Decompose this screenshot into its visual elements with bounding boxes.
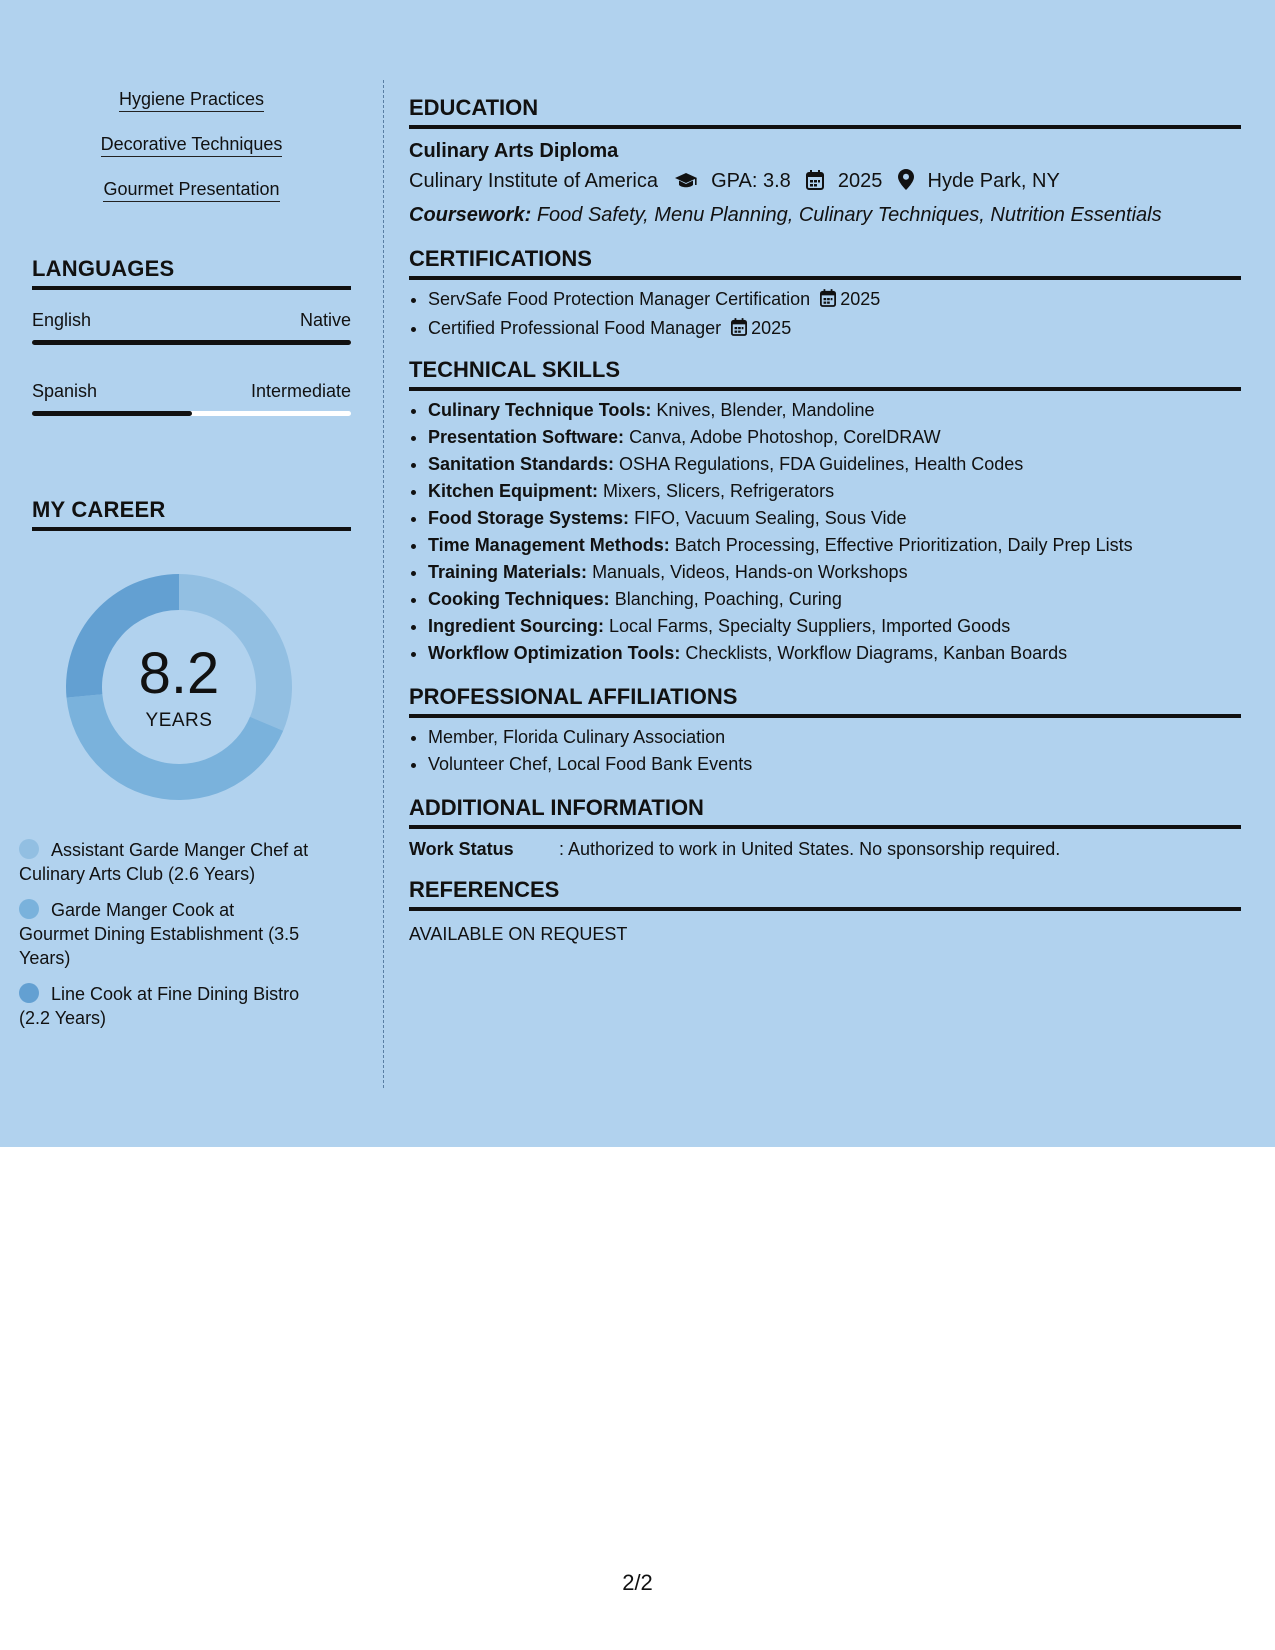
legend-dot-icon — [19, 899, 39, 919]
legend-dot-icon — [19, 983, 39, 1003]
career-total-unit: YEARS — [145, 710, 213, 731]
skill-item: Decorative Techniques — [101, 133, 283, 157]
technical-skill-item — [428, 532, 1241, 559]
skill-label: Culinary Technique Tools: — [428, 400, 652, 420]
certifications-section — [409, 246, 1241, 344]
certifications-list — [409, 286, 1241, 344]
language-name: Spanish — [32, 381, 98, 401]
page-number: 2/2 — [622, 1570, 653, 1595]
skill-label: Ingredient Sourcing: — [428, 616, 605, 636]
skill-value: Manuals, Videos, Hands-on Workshops — [592, 562, 908, 582]
language-bar — [32, 340, 351, 345]
work-status-row — [409, 837, 1241, 861]
certification-name: Certified Professional Food Manager — [428, 318, 722, 338]
career-donut-chart — [66, 574, 292, 800]
calendar-icon — [806, 170, 824, 196]
education-school: Culinary Institute of America — [409, 170, 658, 192]
technical-skill-item — [428, 451, 1241, 478]
language-name: English — [32, 310, 92, 330]
language-item — [32, 381, 351, 416]
skill-label: Food Storage Systems: — [428, 508, 630, 528]
language-bar — [32, 411, 351, 416]
education-location: Hyde Park, NY — [927, 170, 1060, 192]
affiliations-list — [409, 724, 1241, 778]
technical-skill-item — [428, 559, 1241, 586]
career-section — [32, 497, 351, 531]
skill-label: Cooking Techniques: — [428, 589, 610, 609]
additional-info-heading: ADDITIONAL INFORMATION — [409, 795, 1241, 829]
legend-dot-icon — [19, 839, 39, 859]
donut-center — [66, 574, 292, 800]
technical-skill-item — [428, 397, 1241, 424]
skill-value: Batch Processing, Effective Prioritization, Daily Prep Lists — [674, 535, 1133, 555]
technical-skill-item — [428, 505, 1241, 532]
references-text: AVAILABLE ON REQUEST — [409, 924, 628, 944]
certification-item — [428, 286, 1241, 315]
technical-skills-section — [409, 357, 1241, 667]
technical-skill-item — [428, 478, 1241, 505]
skill-value: Mixers, Slicers, Refrigerators — [603, 481, 835, 501]
career-legend — [19, 838, 309, 1042]
technical-skill-item — [428, 613, 1241, 640]
technical-skills-list — [409, 397, 1241, 667]
career-legend-item — [19, 898, 309, 970]
skill-value: Canva, Adobe Photoshop, CorelDRAW — [629, 427, 941, 447]
education-gpa: GPA: 3.8 — [711, 170, 791, 192]
language-bar-fill — [32, 340, 351, 345]
career-role-text: Line Cook at Fine Dining Bistro (2.2 Years) — [19, 984, 300, 1028]
language-level: Intermediate — [250, 381, 351, 401]
certification-year: 2025 — [840, 289, 881, 309]
affiliation-item: • Volunteer Chef, Local Food Bank Events — [428, 751, 1241, 778]
skill-label: Time Management Methods: — [428, 535, 670, 555]
education-year: 2025 — [837, 170, 883, 192]
education-meta — [409, 169, 1241, 196]
skill-label: Training Materials: — [428, 562, 588, 582]
work-status-value: : Authorized to work in United States. No sponsorship required. — [559, 839, 1061, 859]
coursework-value: Food Safety, Menu Planning, Culinary Techniques, Nutrition Essentials — [536, 204, 1162, 226]
skill-value: FIFO, Vacuum Sealing, Sous Vide — [634, 508, 907, 528]
work-status-label: Work Status — [409, 839, 514, 859]
skill-value: OSHA Regulations, FDA Guidelines, Health Codes — [619, 454, 1024, 474]
calendar-icon — [731, 317, 747, 344]
career-legend-item — [19, 838, 309, 886]
technical-skill-item — [428, 586, 1241, 613]
affiliation-item: • Member, Florida Culinary Association — [428, 724, 1241, 751]
languages-section — [32, 256, 351, 416]
skill-label: Workflow Optimization Tools: — [428, 643, 681, 663]
career-total-years: 8.2 — [138, 641, 220, 706]
skill-item: Hygiene Practices — [119, 88, 264, 112]
technical-skill-item — [428, 640, 1241, 667]
technical-skills-heading: TECHNICAL SKILLS — [409, 357, 1241, 391]
calendar-icon — [820, 288, 836, 315]
language-bar-fill — [32, 411, 192, 416]
skill-value: Local Farms, Specialty Suppliers, Imported Goods — [609, 616, 1011, 636]
career-legend-item — [19, 982, 309, 1030]
language-item — [32, 310, 351, 345]
graduation-cap-icon — [674, 172, 698, 196]
technical-skill-item — [428, 424, 1241, 451]
career-role-text: Assistant Garde Manger Chef at Culinary Arts Club (2.6 Years) — [19, 840, 309, 884]
skill-value: Checklists, Workflow Diagrams, Kanban Boards — [685, 643, 1068, 663]
affiliations-section — [409, 684, 1241, 778]
education-heading: EDUCATION — [409, 95, 1241, 129]
career-role-text: Garde Manger Cook at Gourmet Dining Establishment (3.5 Years) — [19, 900, 300, 968]
references-heading: REFERENCES — [409, 877, 1241, 911]
certification-item — [428, 315, 1241, 344]
skill-label: Sanitation Standards: — [428, 454, 615, 474]
certification-name: ServSafe Food Protection Manager Certification — [428, 289, 811, 309]
career-heading: MY CAREER — [32, 497, 351, 531]
languages-heading: LANGUAGES — [32, 256, 351, 290]
column-divider — [383, 80, 384, 1088]
skill-label: Presentation Software: — [428, 427, 625, 447]
skill-value: Knives, Blender, Mandoline — [656, 400, 875, 420]
certifications-heading: CERTIFICATIONS — [409, 246, 1241, 280]
coursework-label: Coursework: — [409, 204, 532, 226]
additional-info-section — [409, 795, 1241, 861]
skill-label: Kitchen Equipment: — [428, 481, 598, 501]
affiliations-heading: PROFESSIONAL AFFILIATIONS — [409, 684, 1241, 718]
references-section — [409, 877, 1241, 946]
education-section — [409, 95, 1241, 227]
skill-item: Gourmet Presentation — [103, 178, 279, 202]
education-coursework — [409, 203, 1241, 227]
location-pin-icon — [898, 169, 914, 196]
skills-list — [32, 88, 351, 223]
certification-year: 2025 — [751, 318, 792, 338]
language-level: Native — [299, 310, 351, 330]
education-degree: Culinary Arts Diploma — [409, 140, 619, 162]
skill-value: Blanching, Poaching, Curing — [614, 589, 842, 609]
